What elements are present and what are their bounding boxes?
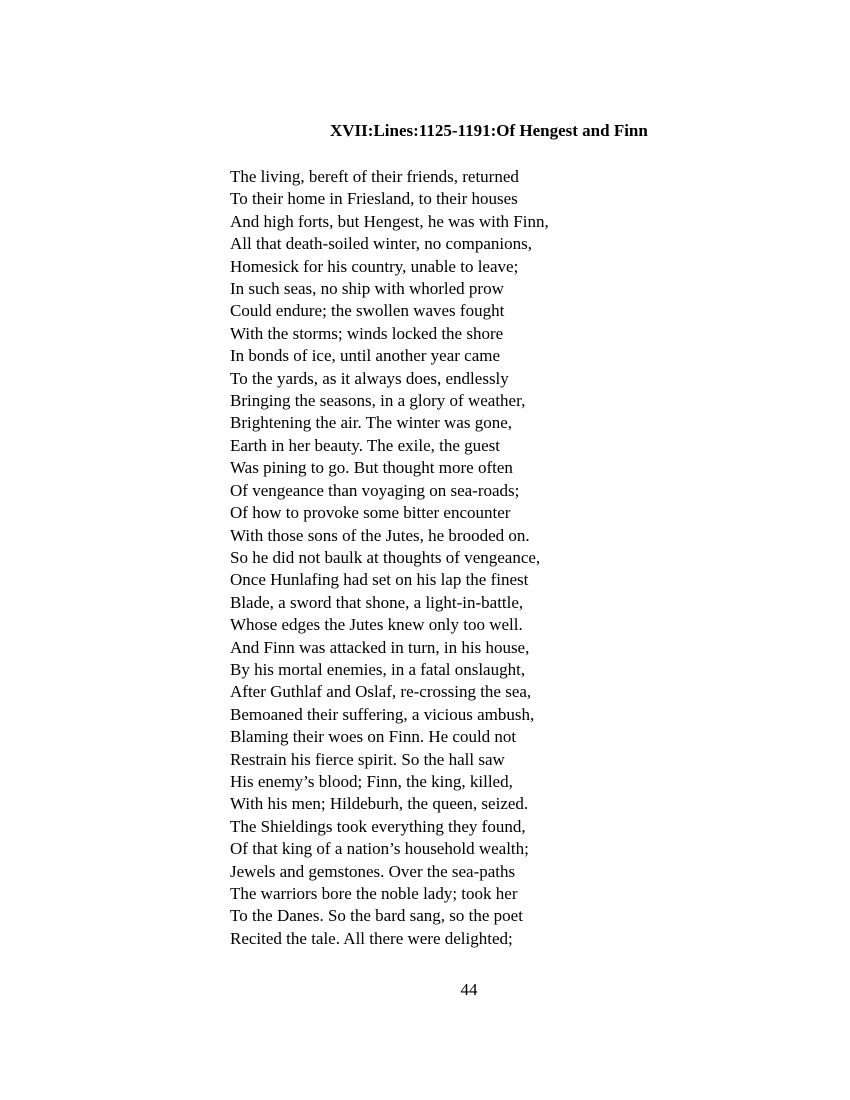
poem-line: The Shieldings took everything they found,: [230, 816, 526, 836]
poem-line: And Finn was attacked in turn, in his house,: [230, 637, 530, 657]
poem-line: With the storms; winds locked the shore: [230, 323, 504, 343]
poem-line: Whose edges the Jutes knew only too well.: [230, 615, 523, 635]
poem-line: In bonds of ice, until another year came: [230, 346, 501, 366]
poem-line: Recited the tale. All there were delighted;: [230, 928, 513, 948]
poem-line: Jewels and gemstones. Over the sea-paths: [230, 861, 516, 881]
poem-line: By his mortal enemies, in a fatal onslaught,: [230, 659, 526, 679]
poem-line: After Guthlaf and Oslaf, re-crossing the sea,: [230, 682, 532, 702]
poem-line: To their home in Friesland, to their houses: [230, 189, 518, 209]
poem-line: Could endure; the swollen waves fought: [230, 301, 505, 321]
poem-line: Was pining to go. But thought more often: [230, 458, 513, 478]
page-number: 44: [460, 980, 478, 999]
poem-line: Blade, a sword that shone, a light-in-battle,: [230, 592, 524, 612]
poem-line: Of that king of a nation’s household wealth;: [230, 839, 529, 859]
poem-line: To the Danes. So the bard sang, so the poet: [230, 906, 523, 926]
poem-line: So he did not baulk at thoughts of vengeance,: [230, 547, 541, 567]
poem-line: Bringing the seasons, in a glory of weather,: [230, 391, 526, 411]
poem-line: In such seas, no ship with whorled prow: [230, 279, 504, 299]
poem-line: All that death-soiled winter, no companions,: [230, 234, 532, 254]
section-title: XVII:Lines:1125-1191:Of Hengest and Finn: [330, 121, 648, 140]
poem-line: Of how to provoke some bitter encounter: [230, 503, 511, 523]
poem-line: Homesick for his country, unable to leave;: [230, 256, 519, 276]
poem-line: Earth in her beauty. The exile, the guest: [230, 435, 501, 455]
poem-line: The warriors bore the noble lady; took her: [230, 884, 518, 903]
poem-line: The living, bereft of their friends, returned: [230, 167, 519, 186]
poem-line: Blaming their woes on Finn. He could not: [230, 727, 517, 747]
poem-text: [230, 166, 549, 950]
poem-line: And high forts, but Hengest, he was with Finn,: [230, 211, 549, 231]
poem-line: Bemoaned their suffering, a vicious ambush,: [230, 704, 535, 724]
poem-line: Restrain his fierce spirit. So the hall saw: [230, 749, 505, 769]
poem-line: His enemy’s blood; Finn, the king, killed,: [230, 771, 513, 791]
poem-line: Once Hunlafing had set on his lap the finest: [230, 570, 529, 590]
poem-line: With his men; Hildeburh, the queen, seized.: [230, 794, 529, 814]
poem-line: With those sons of the Jutes, he brooded on.: [230, 525, 530, 545]
poem-line: Of vengeance than voyaging on sea-roads;: [230, 480, 520, 500]
poem-line: Brightening the air. The winter was gone,: [230, 413, 513, 433]
poem-line: To the yards, as it always does, endlessly: [230, 368, 509, 388]
